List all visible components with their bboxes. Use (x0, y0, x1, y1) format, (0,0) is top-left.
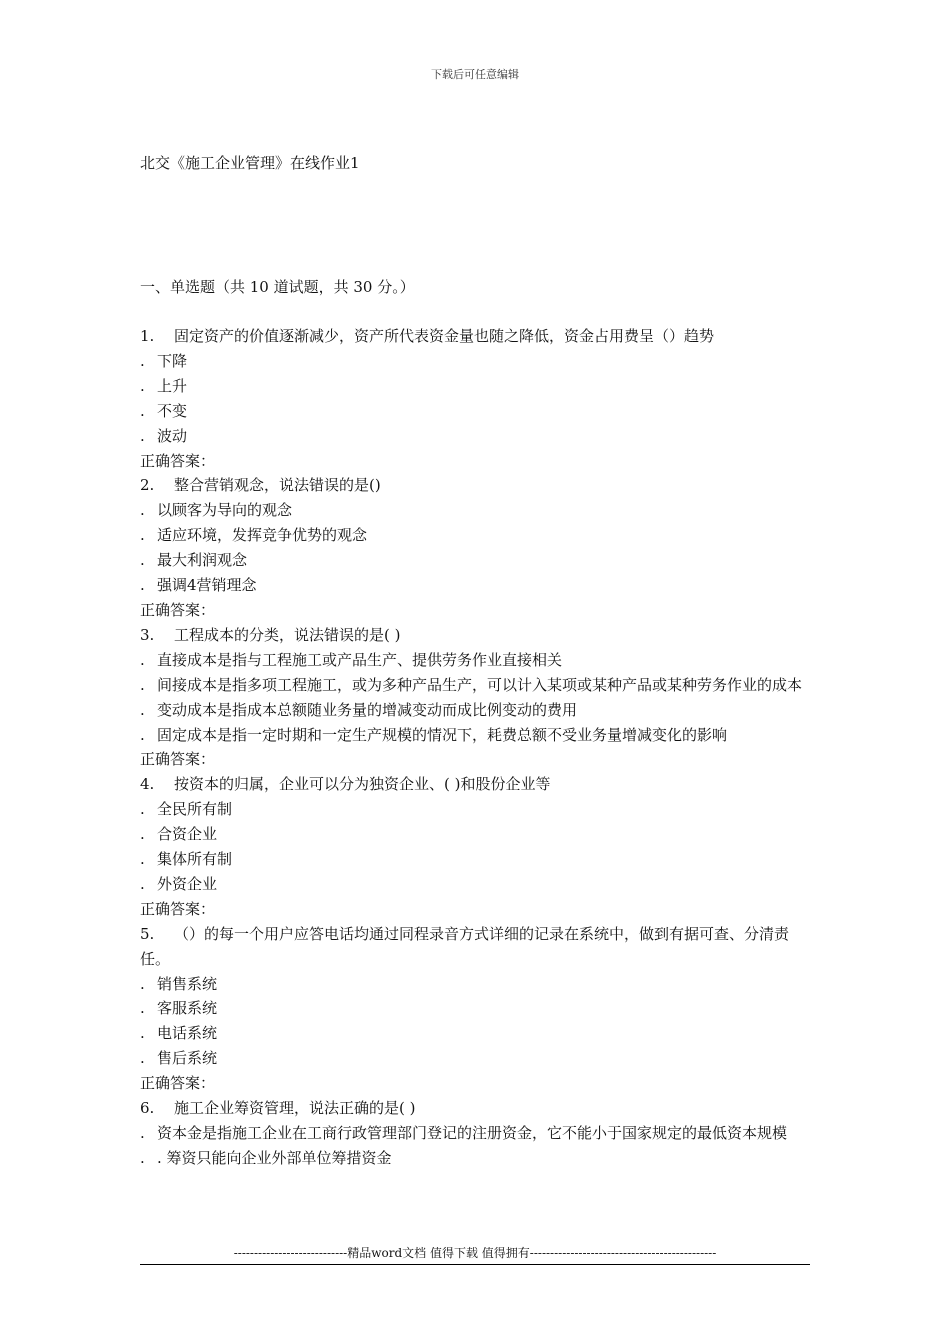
option-text: 变动成本是指成本总额随业务量的增减变动而成比例变动的费用 (157, 700, 578, 719)
option-text: 不变 (157, 401, 188, 420)
option-line (140, 797, 812, 822)
option-text: 适应环境，发挥竞争优势的观念 (157, 526, 368, 545)
question-text: （）的每一个用户应答电话均通过同程录音方式详细的记录在系统中，做到有据可查、分清责任。 (140, 924, 790, 968)
option-line (140, 1146, 812, 1171)
option-marker: . (140, 1024, 145, 1043)
question-number: 5. (140, 924, 155, 943)
option-text: 外资企业 (157, 874, 218, 893)
option-text: 间接成本是指多项工程施工，或为多种产品生产，可以计入某项或某种产品或某种劳务作业的成本 (157, 675, 803, 694)
option-marker: . (140, 1049, 145, 1068)
option-marker: . (140, 650, 145, 669)
answer-label: 正确答案： (140, 451, 216, 470)
option-text: 集体所有制 (157, 850, 233, 869)
option-marker: . (140, 874, 145, 893)
answer-label: 正确答案： (140, 1074, 216, 1093)
option-marker: . (140, 576, 145, 595)
option-line (140, 349, 812, 374)
question-line (140, 623, 812, 648)
option-marker: . (140, 800, 145, 819)
option-line (140, 673, 812, 698)
question-number: 1. (140, 327, 155, 345)
header-note: 下载后可任意编辑 (431, 68, 519, 81)
option-line (140, 424, 812, 449)
option-marker: . (140, 1124, 145, 1142)
question-line (140, 922, 812, 972)
option-marker: . (140, 351, 145, 370)
question-line (140, 772, 812, 797)
option-marker: . (140, 1148, 145, 1167)
footer-banner: ----------------------------精品word文档 值得下载 值得拥有---------------------------------------------- (140, 1244, 810, 1265)
option-text: 下降 (157, 351, 188, 370)
section-heading: 一、单选题（共 10 道试题，共 30 分。） (140, 278, 415, 296)
option-marker: . (140, 376, 145, 395)
question-text: 固定资产的价值逐渐减少，资产所代表资金量也随之降低，资金占用费呈（）趋势 (174, 327, 715, 345)
option-text: 资本金是指施工企业在工商行政管理部门登记的注册资金，它不能小于国家规定的最低资本规模 (157, 1124, 788, 1142)
option-marker: . (140, 501, 145, 520)
question-block (140, 473, 812, 622)
answer-label: 正确答案： (140, 600, 216, 619)
option-marker: . (140, 551, 145, 570)
option-line (140, 972, 812, 997)
option-line (140, 648, 812, 673)
option-text: 上升 (157, 376, 188, 395)
option-line (140, 822, 812, 847)
option-text: 波动 (157, 426, 188, 445)
question-number: 3. (140, 625, 155, 644)
option-line (140, 996, 812, 1021)
question-line (140, 1096, 812, 1121)
question-text: 施工企业筹资管理，说法正确的是( ) (174, 1099, 416, 1118)
option-text: 直接成本是指与工程施工或产品生产、提供劳务作业直接相关 (157, 650, 563, 669)
option-marker: . (140, 825, 145, 844)
option-text: 客服系统 (157, 999, 218, 1018)
option-text: . 筹资只能向企业外部单位筹措资金 (157, 1148, 392, 1167)
option-text: 合资企业 (157, 825, 218, 844)
option-line (140, 847, 812, 872)
option-text: 固定成本是指一定时期和一定生产规模的情况下，耗费总额不受业务量增减变化的影响 (157, 725, 728, 744)
option-marker: . (140, 700, 145, 719)
option-marker: . (140, 974, 145, 993)
option-line (140, 374, 812, 399)
question-block (140, 772, 812, 921)
option-marker: . (140, 675, 145, 694)
option-line (140, 872, 812, 897)
document-title: 北交《施工企业管理》在线作业1 (140, 154, 360, 172)
option-marker: . (140, 725, 145, 744)
option-line (140, 573, 812, 598)
option-line (140, 698, 812, 723)
answer-label: 正确答案： (140, 899, 216, 918)
option-line (140, 1121, 812, 1146)
option-line (140, 523, 812, 548)
question-line (140, 324, 812, 349)
option-line (140, 548, 812, 573)
option-text: 最大利润观念 (157, 551, 248, 570)
option-text: 销售系统 (157, 974, 218, 993)
option-text: 全民所有制 (157, 800, 233, 819)
option-line (140, 1021, 812, 1046)
question-line (140, 473, 812, 498)
question-number: 4. (140, 775, 155, 794)
option-marker: . (140, 999, 145, 1018)
option-line (140, 1046, 812, 1071)
question-text: 工程成本的分类，说法错误的是( ) (174, 625, 401, 644)
question-text: 按资本的归属，企业可以分为独资企业、( )和股份企业等 (174, 775, 551, 794)
option-line (140, 498, 812, 523)
option-text: 售后系统 (157, 1049, 218, 1068)
question-list (140, 324, 812, 1171)
option-marker: . (140, 401, 145, 420)
option-marker: . (140, 426, 145, 445)
option-marker: . (140, 526, 145, 545)
question-text: 整合营销观念，说法错误的是() (174, 476, 381, 495)
option-text: 以顾客为导向的观念 (157, 501, 293, 520)
option-marker: . (140, 850, 145, 869)
option-text: 强调4营销理念 (157, 576, 257, 595)
question-block (140, 623, 812, 772)
option-line (140, 723, 812, 748)
option-line (140, 399, 812, 424)
question-block (140, 1096, 812, 1171)
answer-label: 正确答案： (140, 750, 216, 769)
option-text: 电话系统 (157, 1024, 218, 1043)
question-number: 6. (140, 1099, 155, 1118)
question-block (140, 922, 812, 1096)
question-block (140, 324, 812, 473)
question-number: 2. (140, 476, 155, 495)
